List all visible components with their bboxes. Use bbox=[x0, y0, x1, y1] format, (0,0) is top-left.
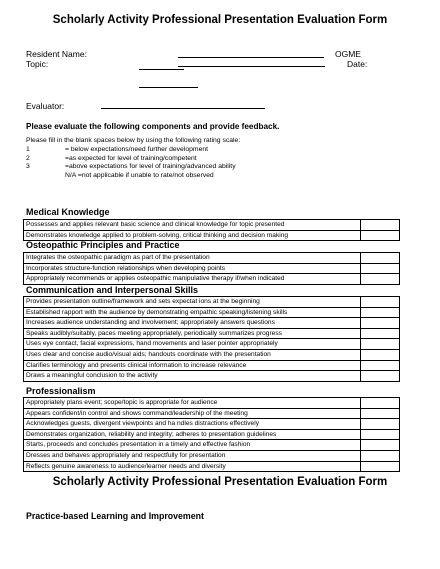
rating-cell[interactable] bbox=[361, 274, 400, 285]
criteria-table-professionalism bbox=[23, 397, 400, 472]
criteria-table-medical-knowledge bbox=[23, 219, 400, 241]
table-row bbox=[24, 349, 400, 360]
rating-cell[interactable] bbox=[361, 220, 400, 231]
criterion-text: Increases audience understanding and involvement; appropriately answers questions bbox=[24, 318, 361, 329]
scale-num bbox=[26, 172, 65, 181]
resident-name-label: Resident Name: bbox=[26, 49, 87, 59]
rating-cell[interactable] bbox=[361, 440, 400, 451]
criterion-text: Possesses and applies relevant basic science and clinical knowledge for topic presented bbox=[24, 220, 361, 231]
table-row bbox=[24, 429, 400, 440]
rating-cell[interactable] bbox=[361, 328, 400, 339]
rating-cell[interactable] bbox=[361, 297, 400, 308]
table-row bbox=[24, 318, 400, 329]
rating-cell[interactable] bbox=[361, 230, 400, 241]
section-osteopathic: Osteopathic Principles and Practice bbox=[26, 240, 180, 250]
rating-cell[interactable] bbox=[361, 408, 400, 419]
scale-text: = below expectations/need further development bbox=[65, 146, 209, 153]
section-communication: Communication and Interpersonal Skills bbox=[26, 285, 199, 295]
table-row bbox=[24, 398, 400, 409]
rating-cell[interactable] bbox=[361, 360, 400, 371]
scale-num: 1 bbox=[26, 146, 30, 153]
criterion-text: Incorporates structure-function relationships when developing points bbox=[24, 263, 361, 274]
criteria-table-osteopathic bbox=[23, 252, 400, 285]
table-row bbox=[24, 328, 400, 339]
scale-text: N/A =not applicable if unable to rate/not observed bbox=[65, 171, 214, 179]
criterion-text: Uses clear and concise audio/visual aids; handouts coordinate with the presentation bbox=[24, 349, 361, 360]
rating-cell[interactable] bbox=[361, 349, 400, 360]
table-row bbox=[24, 339, 400, 350]
table-row bbox=[24, 408, 400, 419]
section-medical-knowledge: Medical Knowledge bbox=[26, 207, 110, 217]
criterion-text: Integrates the osteopathic paradigm as part of the presentation bbox=[24, 253, 361, 264]
criterion-text: Reflects genuine awareness to audience/learner needs and diversity bbox=[24, 461, 361, 472]
table-row bbox=[24, 440, 400, 451]
section-professionalism: Professionalism bbox=[26, 386, 96, 396]
table-row bbox=[24, 297, 400, 308]
page-two-title: Scholarly Activity Professional Presentation Evaluation Form bbox=[52, 476, 388, 488]
criterion-text: Clarifies terminology and presents clinical information to increase relevance bbox=[24, 360, 361, 371]
criterion-text: Demonstrates knowledge applied to problem-solving, critical thinking and decision making bbox=[24, 230, 361, 241]
ogme-label: OGME bbox=[335, 49, 361, 59]
table-row bbox=[24, 220, 400, 231]
rating-cell[interactable] bbox=[361, 318, 400, 329]
scale-row bbox=[26, 146, 236, 180]
table-row bbox=[24, 450, 400, 461]
rating-cell[interactable] bbox=[361, 339, 400, 350]
rating-cell[interactable] bbox=[361, 429, 400, 440]
scale-num: 2 bbox=[26, 154, 30, 162]
scale-num: 3 bbox=[26, 163, 30, 171]
scale-text: =as expected for level of training/competent bbox=[65, 154, 197, 162]
evaluator-label: Evaluator: bbox=[26, 101, 65, 111]
criterion-text: Draws a meaningful conclusion to the activity bbox=[24, 371, 361, 382]
instruction-text: Please evaluate the following components and provide feedback. bbox=[26, 122, 280, 131]
criterion-text: Appropriately plans event; scope/topic is appropriate for audience bbox=[24, 398, 361, 409]
rating-cell[interactable] bbox=[361, 263, 400, 274]
form-title: Scholarly Activity Professional Presentation Evaluation Form bbox=[52, 14, 388, 26]
criterion-text: Uses eye contact, facial expressions, hand movements and laser pointer appropriately bbox=[24, 339, 361, 350]
criterion-text: Appears confident/in control and shows command/leadership of the meeting bbox=[24, 408, 361, 419]
topic-label: Topic: bbox=[26, 59, 49, 69]
criterion-text: Speaks audibly/suitably, paces meeting appropriately, periodically summarizes progress bbox=[24, 328, 361, 339]
table-row bbox=[24, 360, 400, 371]
date-label: Date: bbox=[347, 59, 368, 69]
table-row bbox=[24, 419, 400, 430]
rating-cell[interactable] bbox=[361, 461, 400, 472]
rating-cell[interactable] bbox=[361, 307, 400, 318]
resident-name-field[interactable] bbox=[178, 57, 324, 58]
criterion-text: Starts, proceeds and concludes presentation in a timely and effective fashion bbox=[24, 440, 361, 451]
table-row bbox=[24, 274, 400, 285]
criterion-text: Acknowledges guests, divergent viewpoints and ha ndles distractions effectively bbox=[24, 419, 361, 430]
criterion-text: Established rapport with the audience by demonstrating empathic speaking/listening skills bbox=[24, 307, 361, 318]
table-row bbox=[24, 307, 400, 318]
table-row bbox=[24, 461, 400, 472]
criterion-text: Provides presentation outline/framework and sets expectat ions at the beginning bbox=[24, 297, 361, 308]
evaluator-field[interactable] bbox=[101, 108, 265, 109]
rating-cell[interactable] bbox=[361, 450, 400, 461]
table-row bbox=[24, 253, 400, 264]
topic-field-1[interactable] bbox=[139, 69, 184, 70]
table-row bbox=[24, 371, 400, 382]
criterion-text: Dresses and behaves appropriately and respectfully for presentation bbox=[24, 450, 361, 461]
table-row bbox=[24, 263, 400, 274]
topic-field-3[interactable] bbox=[139, 87, 198, 88]
scale-text: =above expectations for level of training/advanced ability bbox=[65, 163, 236, 171]
rating-cell[interactable] bbox=[361, 419, 400, 430]
rating-cell[interactable] bbox=[361, 371, 400, 382]
section-practice-based-learning: Practice-based Learning and Improvement bbox=[26, 511, 204, 521]
criterion-text: Demonstrates organization, reliability and integrity; adheres to presentation guidelines bbox=[24, 429, 361, 440]
rating-cell[interactable] bbox=[361, 398, 400, 409]
scale-intro: Please fill in the blank spaces below by using the following rating scale: bbox=[26, 137, 241, 144]
topic-field-2[interactable] bbox=[178, 66, 325, 67]
criterion-text: Appropriately recommends or applies osteopathic manipulative therapy if/when indicated bbox=[24, 274, 361, 285]
rating-cell[interactable] bbox=[361, 253, 400, 264]
criteria-table-communication bbox=[23, 296, 400, 382]
